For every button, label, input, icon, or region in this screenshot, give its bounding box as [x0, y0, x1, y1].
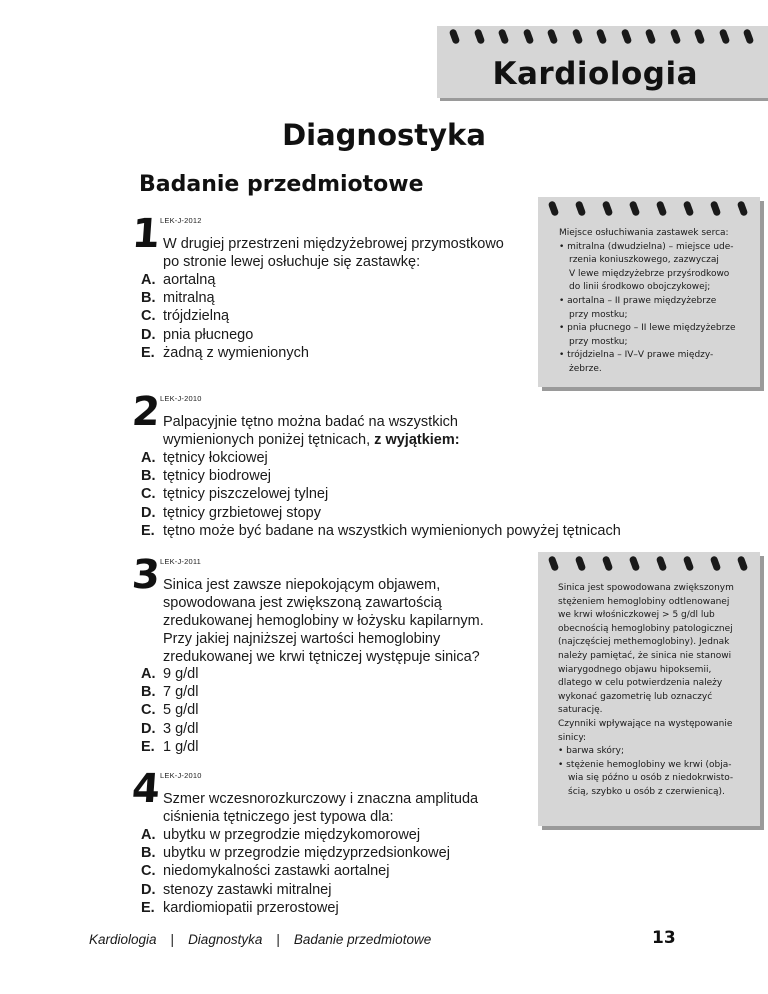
answer-options — [141, 271, 309, 362]
question-number: 2 — [130, 389, 162, 435]
breadcrumb-separator: | — [170, 932, 175, 947]
question-text: Palpacyjnie tętno można badać na wszystkich wymienionych poniżej tętnicach, z wyjątkiem: — [163, 414, 460, 448]
answer-option[interactable]: E. 1 g/dl — [141, 738, 199, 755]
section-title: Badanie przedmiotowe — [139, 172, 424, 197]
answer-option[interactable]: D. 3 g/dl — [141, 720, 199, 737]
answer-option[interactable]: A. tętnicy łokciowej — [141, 450, 268, 466]
binder-holes — [550, 556, 754, 574]
answer-option[interactable]: B. ubytku w przegrodzie międzyprzedsionkowej — [141, 845, 450, 862]
breadcrumb-item: Badanie przedmiotowe — [293, 932, 432, 947]
answer-option[interactable]: B. tętnicy biodrowej — [141, 468, 271, 485]
footer-breadcrumb — [89, 932, 431, 947]
answer-options — [141, 449, 621, 540]
question-code: LEK-J-2011 — [160, 557, 202, 566]
question-number: 4 — [130, 766, 162, 812]
page-number: 13 — [652, 928, 676, 948]
side-note-valves — [538, 197, 760, 387]
note-text: Sinica jest spowodowana zwiększonym stężeniem hemoglobiny odtlenowanej we krwi włośniczkowej > 5 g/dl lub obecnością hemoglobiny patologicznej (najczęściej methemoglobiny). Jednak należy pamiętać, że sinica nie stanowi wiarygodnego objawu hipoksemii, dlatego w celu potwierdzenia należy wykonać gazometrię lub oznaczyć saturację. Czynniki wpływające na występowanie sinicy: • barwa skóry; • stężenie hemoglobiny we krwi (obja- wia się późno u osób z niedokrwisto- ścią, szybko u osób z czerwienicą). — [558, 583, 734, 797]
answer-option[interactable]: C. niedomykalności zastawki aortalnej — [141, 863, 390, 880]
question-code: LEK-J-2010 — [160, 771, 202, 780]
question-code: LEK-J-2010 — [160, 394, 202, 403]
answer-option[interactable]: E. żadną z wymienionych — [141, 344, 309, 361]
binder-holes — [550, 201, 754, 219]
answer-options — [141, 665, 198, 756]
answer-option[interactable]: A. 9 g/dl — [141, 666, 199, 682]
question-number: 3 — [130, 552, 162, 598]
answer-options — [141, 826, 450, 917]
answer-option[interactable]: C. tętnicy piszczelowej tylnej — [141, 486, 329, 503]
answer-option[interactable]: D. stenozy zastawki mitralnej — [141, 881, 332, 898]
answer-option[interactable]: C. trójdzielną — [141, 308, 230, 325]
answer-option[interactable]: B. mitralną — [141, 290, 215, 307]
breadcrumb-item: Kardiologia — [89, 932, 157, 947]
question-code: LEK-J-2012 — [160, 216, 202, 225]
answer-option[interactable]: E. kardiomiopatii przerostowej — [141, 899, 339, 916]
breadcrumb-separator: | — [276, 932, 280, 947]
chapter-title: Kardiologia — [492, 56, 698, 92]
answer-option[interactable]: B. 7 g/dl — [141, 684, 199, 701]
answer-option[interactable]: C. 5 g/dl — [141, 702, 199, 719]
question-text: Szmer wczesnorozkurczowy i znaczna amplituda ciśnienia tętniczego jest typowa dla: — [163, 791, 479, 825]
question-text: Sinica jest zawsze niepokojącym objawem, spowodowana jest zwiększoną zawartością zredukowanej hemoglobiny w łożysku kapilarnym. Przy jakiej najniższej wartości hemoglobiny zredukowanej we krwi tętniczej występuje sinica? — [163, 577, 484, 665]
answer-option[interactable]: A. aortalną — [141, 272, 216, 288]
chapter-header-tab — [437, 26, 768, 98]
question-number: 1 — [130, 211, 162, 257]
question-text: W drugiej przestrzeni międzyżebrowej przymostkowo po stronie lewej osłuchuje się zastawkę: — [163, 236, 504, 270]
binder-holes — [451, 29, 768, 49]
answer-option[interactable]: D. tętnicy grzbietowej stopy — [141, 504, 321, 521]
side-note-cyanosis — [538, 552, 760, 826]
page-title: Diagnostyka — [282, 118, 486, 152]
answer-option[interactable]: A. ubytku w przegrodzie międzykomorowej — [141, 827, 421, 843]
breadcrumb-item: Diagnostyka — [188, 932, 263, 947]
note-text: Miejsce osłuchiwania zastawek serca: • mitralna (dwudzielna) – miejsce ude- rzenia koniuszkowego, zazwyczaj V lewe międzyżebrze przyśrodkowo do linii środkowo obojczykowej; • aortalna – II prawe międzyżebrze przy mostku; • pnia płucnego – II lewe międzyżebrze przy mostku; • trójdzielna – IV–V prawe między- żebrze. — [559, 228, 736, 374]
emphasis-text: z wyjątkiem: — [374, 432, 460, 448]
answer-option[interactable]: D. pnia płucnego — [141, 326, 254, 343]
answer-option[interactable]: E. tętno może być badane na wszystkich wymienionych powyżej tętnicach — [141, 522, 621, 539]
